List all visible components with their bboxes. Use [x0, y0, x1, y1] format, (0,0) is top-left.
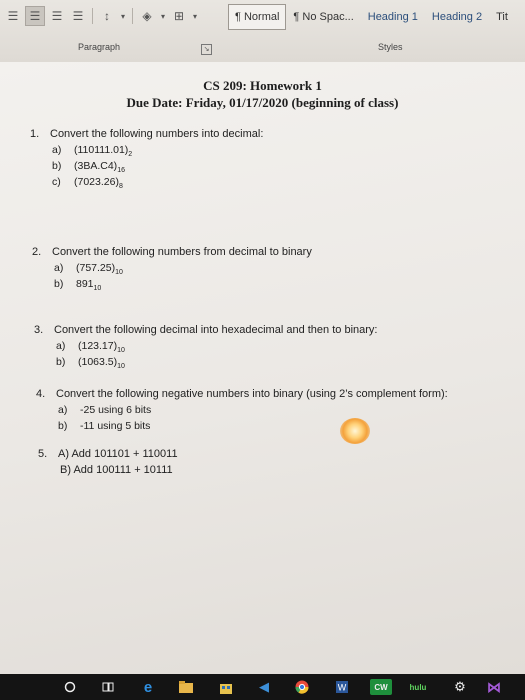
cw-icon[interactable]: CW: [370, 679, 392, 695]
question-3: [34, 324, 377, 336]
style-no-spacing[interactable]: ¶ No Spac...: [293, 11, 354, 23]
shading-icon[interactable]: ◈: [142, 9, 152, 23]
item-label: b): [54, 278, 64, 290]
style-title[interactable]: Tit: [496, 11, 508, 23]
q1-b: [52, 160, 125, 174]
visual-studio-icon[interactable]: ⋈: [487, 678, 501, 695]
item-value: (123.17): [78, 340, 118, 352]
item-value: (1063.5): [78, 356, 118, 368]
question-number: 1.: [30, 128, 40, 140]
question-text: Convert the following numbers from decimal to binary: [52, 246, 312, 258]
item-base: 2: [128, 151, 133, 159]
styles-gallery: [228, 4, 515, 30]
question-text: Convert the following decimal into hexadecimal and then to binary:: [54, 324, 378, 336]
question-text: Convert the following negative numbers into binary (using 2’s complement form):: [56, 388, 448, 400]
q1-c: [52, 176, 123, 190]
store-icon[interactable]: [218, 679, 234, 695]
item-label: a): [58, 404, 68, 416]
item-label: a): [54, 262, 64, 274]
question-number: 5.: [38, 448, 48, 460]
q5-b: B) Add 100111 + 10111: [60, 464, 173, 476]
settings-icon[interactable]: ⚙: [454, 679, 466, 694]
chrome-icon[interactable]: [294, 679, 310, 695]
style-heading-1[interactable]: Heading 1: [367, 11, 418, 23]
justify-icon[interactable]: ☰: [72, 9, 84, 23]
q1-a: [52, 144, 132, 158]
item-value: -11 using 5 bits: [80, 420, 151, 432]
q2-a: [54, 262, 123, 276]
item-base: 16: [117, 167, 125, 175]
divider: [132, 8, 133, 24]
q4-a: [58, 404, 151, 416]
item-value: 891: [76, 278, 94, 290]
item-label: c): [52, 176, 61, 188]
item-label: b): [56, 356, 66, 368]
chevron-down-icon[interactable]: ▾: [120, 11, 125, 21]
file-explorer-icon[interactable]: [178, 679, 194, 695]
question-text: Convert the following numbers into decimal:: [50, 128, 264, 140]
style-heading-2[interactable]: Heading 2: [431, 11, 483, 23]
screen-glare: [340, 418, 370, 444]
task-view-icon[interactable]: [100, 679, 116, 695]
align-left-icon[interactable]: ☰: [7, 9, 19, 23]
doc-title: CS 209: Homework 1: [203, 78, 322, 93]
item-base: 8: [118, 183, 123, 191]
question-number: 2.: [32, 246, 42, 258]
item-base: 10: [93, 285, 102, 293]
borders-icon[interactable]: ⊞: [173, 9, 185, 23]
question-2: [32, 246, 312, 258]
line-spacing-icon[interactable]: ↕: [104, 9, 110, 23]
item-base: 10: [117, 363, 125, 371]
q3-a: [56, 340, 125, 354]
align-right-icon[interactable]: ☰: [51, 9, 63, 23]
question-4: [36, 388, 448, 400]
chevron-down-icon[interactable]: ▾: [160, 11, 165, 21]
paragraph-group-label: Paragraph: [78, 42, 121, 52]
item-value: -25 using 6 bits: [80, 404, 152, 416]
divider: [92, 8, 93, 24]
item-label: a): [52, 144, 62, 156]
item-base: 10: [115, 269, 123, 277]
question-text: A) Add 101101 + 110011: [58, 448, 178, 460]
question-number: 4.: [36, 388, 46, 400]
q4-b: [58, 420, 150, 432]
item-base: 10: [117, 347, 125, 355]
item-label: a): [56, 340, 66, 352]
item-value: (110111.01): [74, 144, 129, 156]
item-value: (3BA.C4): [74, 160, 118, 172]
item-value: (757.25): [76, 262, 116, 274]
question-1: [30, 128, 263, 140]
q3-b: [56, 356, 125, 370]
q2-b: [54, 278, 101, 292]
svg-text:W: W: [337, 682, 347, 693]
chevron-down-icon[interactable]: ▾: [192, 11, 197, 21]
vscode-icon[interactable]: ◀: [259, 679, 269, 694]
ribbon: [0, 0, 525, 63]
question-5: [38, 448, 178, 460]
style-normal[interactable]: ¶ Normal: [228, 4, 286, 30]
hulu-icon[interactable]: hulu: [409, 682, 427, 692]
paragraph-tools: [4, 6, 199, 26]
paragraph-dialog-launcher-icon[interactable]: ↘: [201, 44, 212, 55]
document-page[interactable]: [0, 62, 525, 674]
item-value: (7023.26): [74, 176, 119, 188]
styles-group-label: Styles: [378, 42, 403, 52]
taskbar: [0, 674, 525, 700]
word-icon[interactable]: [334, 679, 350, 695]
item-label: b): [52, 160, 62, 172]
align-center-icon[interactable]: ☰: [25, 6, 45, 26]
item-label: b): [58, 420, 68, 432]
question-number: 3.: [34, 324, 44, 336]
doc-due-date: Due Date: Friday, 01/17/2020 (beginning of class): [126, 95, 399, 110]
edge-icon[interactable]: e: [143, 678, 153, 696]
search-icon[interactable]: [62, 679, 78, 695]
